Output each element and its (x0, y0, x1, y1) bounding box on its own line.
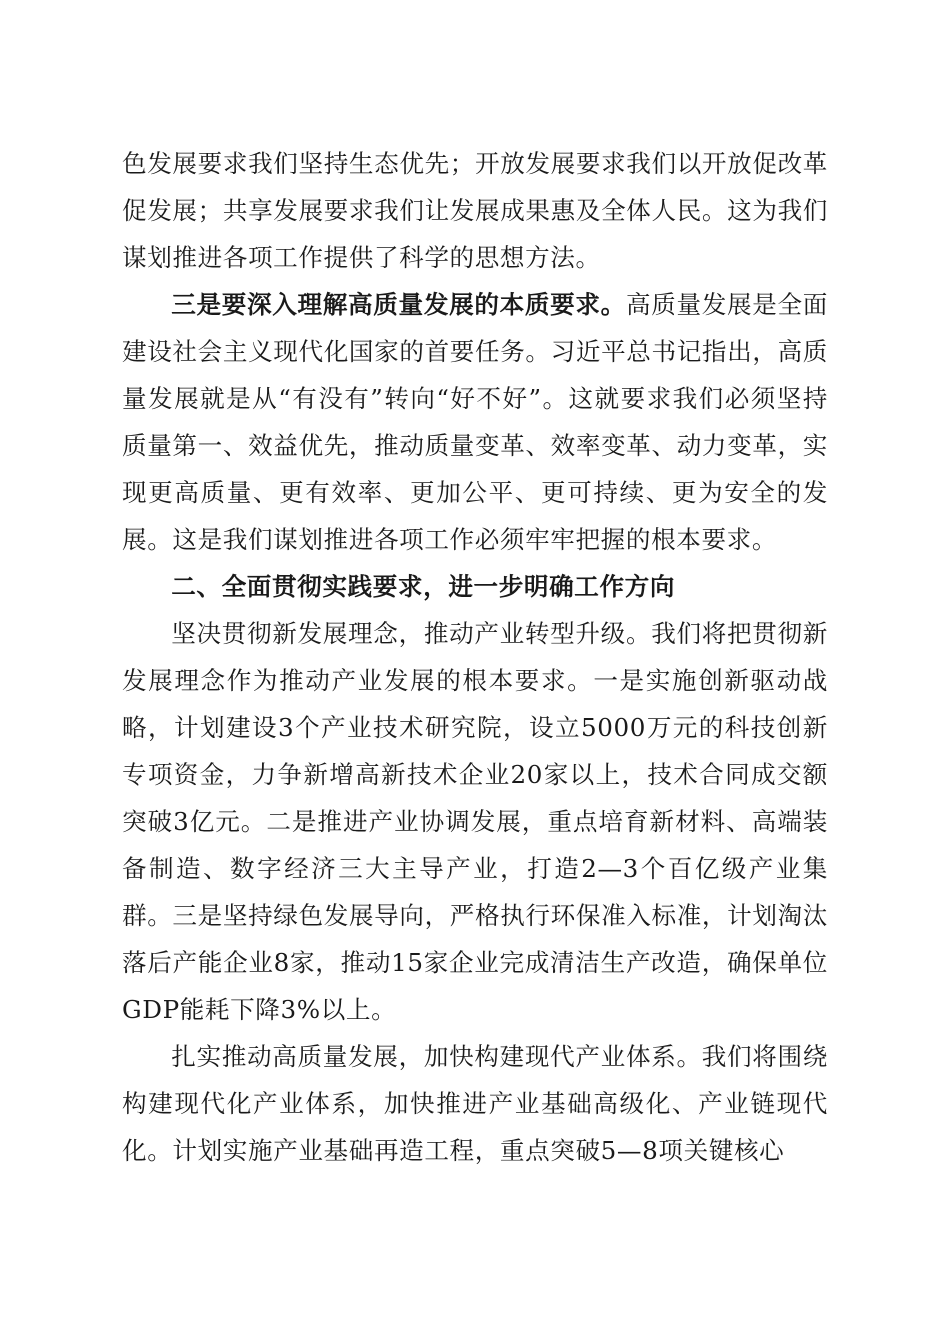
document-body (122, 140, 828, 1174)
paragraph-continued: 色发展要求我们坚持生态优先；开放发展要求我们以开放促改革促发展；共享发展要求我们让发展成果惠及全体人民。这为我们谋划推进各项工作提供了科学的思想方法。 (122, 149, 828, 272)
paragraph-new-development-concept: 坚决贯彻新发展理念，推动产业转型升级。我们将把贯彻新发展理念作为推动产业发展的根本要求。一是实施创新驱动战略，计划建设3个产业技术研究院，设立5000万元的科技创新专项资金，力争新增高新技术企业20家以上，技术合同成交额突破3亿元。二是推进产业协调发展，重点培育新材料、高端装备制造、数字经济三大主导产业，打造2—3个百亿级产业集群。三是坚持绿色发展导向，严格执行环保准入标准，计划淘汰落后产能企业8家，推动15家企业完成清洁生产改造，确保单位GDP能耗下降3%以上。 (122, 619, 828, 1024)
section-heading: 二、全面贯彻实践要求，进一步明确工作方向 (171, 572, 676, 601)
paragraph-lead-sentence: 三是要深入理解高质量发展的本质要求。 (171, 290, 626, 319)
paragraph-quality-development (122, 281, 828, 563)
paragraph-modern-industry-system: 扎实推动高质量发展，加快构建现代产业体系。我们将围绕构建现代化产业体系，加快推进产业基础高级化、产业链现代化。计划实施产业基础再造工程，重点突破5—8项关键核心 (122, 1042, 828, 1165)
paragraph-body-text: 高质量发展是全面建设社会主义现代化国家的首要任务。习近平总书记指出，高质量发展就是从“有没有”转向“好不好”。这就要求我们必须坚持质量第一、效益优先，推动质量变革、效率变革、动力变革，实现更高质量、更有效率、更加公平、更可持续、更为安全的发展。这是我们谋划推进各项工作必须牢牢把握的根本要求。 (122, 290, 828, 554)
